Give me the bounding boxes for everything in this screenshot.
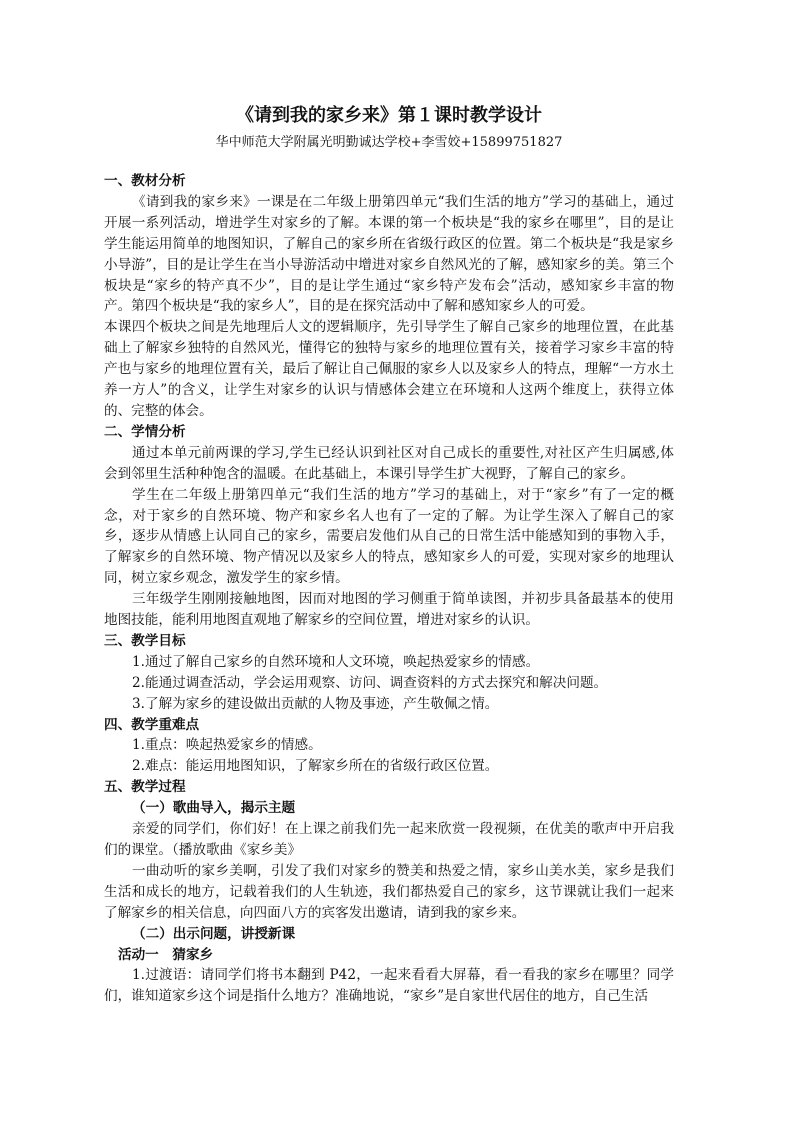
subsection-heading-2: （二）出示问题，讲授新课 [132, 925, 296, 942]
key-point-item-1: 1.重点：唤起热爱家乡的情感。 [132, 737, 322, 754]
paragraph-3: 通过本单元前两课的学习,学生已经认识到社区对自己成长的重要性,对社区产生归属感,体会到邻里生活种种饱含的温暖。在此基础上，本课引导学生扩大视野，了解自己的家乡。 [104, 444, 674, 482]
paragraph-5: 三年级学生刚刚接触地图，因而对地图的学习侧重于简单读图，并初步具备最基本的使用地图技能，能利用地图直观地了解家乡的空间位置，增进对家乡的认识。 [104, 591, 674, 629]
paragraph-2: 本课四个板块之间是先地理后人文的逻辑顺序，先引导学生了解自己家乡的地理位置，在此基础上了解家乡独特的自然风光，懂得它的独特与家乡的地理位置有关，接着学习家乡丰富的特产也与家乡的地理位置有关，最后了解让自己佩服的家乡人以及家乡人的特点，理解“一方水土养一方人”的含义，让学生对家乡的认识与情感体会建立在环境和人这两个维度上，获得立体的、完整的体会。 [104, 319, 674, 419]
section-heading-5: 五、教学过程 [104, 779, 186, 796]
section-heading-2: 二、学情分析 [104, 423, 186, 440]
paragraph-4: 学生在二年级上册第四单元“我们生活的地方”学习的基础上，对于“家乡”有了一定的概念，对于家乡的自然环境、物产和家乡名人也有了一定的了解。为让学生深入了解自己的家乡，逐步从情感上认同自己的家乡，需要启发他们从自己的日常生活中能感知到的事物入手，了解家乡的自然环境、物产情况以及家乡人的特点，感知家乡人的可爱，实现对家乡的地理认同，树立家乡观念，激发学生的家乡情。 [104, 486, 674, 587]
paragraph-8: 1.过渡语：请同学们将书本翻到 P42，一起来看看大屏幕，看一看我的家乡在哪里？同学们，谁知道家乡这个词是指什么地方？准确地说，“家乡”是自家世代居住的地方，自己生活 [104, 967, 674, 1005]
paragraph-7: 一曲动听的家乡美啊，引发了我们对家乡的赞美和热爱之情，家乡山美水美，家乡是我们生活和成长的地方，记载着我们的人生轨迹，我们都热爱自己的家乡，这节课就让我们一起来了解家乡的相关信息，向四面八方的宾客发出邀请，请到我的家乡来。 [104, 862, 674, 921]
objective-item-2: 2.能通过调查活动，学会运用观察、访问、调查资料的方式去探究和解决问题。 [132, 674, 608, 691]
key-point-item-2: 2.难点：能运用地图知识，了解家乡所在的省级行政区位置。 [132, 758, 499, 775]
section-heading-1: 一、教材分析 [104, 173, 186, 189]
objective-item-1: 1.通过了解自己家乡的自然环境和人文环境，唤起热爱家乡的情感。 [132, 653, 540, 670]
objective-item-3: 3.了解为家乡的建设做出贡献的人物及事迹，产生敬佩之情。 [132, 695, 499, 712]
activity-heading: 活动一 猜家乡 [118, 946, 214, 963]
document-title: 《请到我的家乡来》第１课时教学设计 [236, 105, 542, 126]
paragraph-1: 《请到我的家乡来》一课是在二年级上册第四单元“我们生活的地方”学习的基础上，通过开展一系列活动，增进学生对家乡的了解。本课的第一个板块是“我的家乡在哪里”，目的是让学生能运用简单的地图知识，了解自己的家乡所在省级行政区的位置。第二个板块是“我是家乡小导游”，目的是让学生在当小导游活动中增进对家乡自然风光的了解，感知家乡的美。第三个板块是“家乡的特产真不少”，目的是让学生通过“家乡特产发布会”活动，感知家乡丰富的物产。第四个板块是“我的家乡人”，目的是在探究活动中了解和感知家乡人的可爱。 [104, 193, 674, 315]
section-heading-3: 三、教学目标 [104, 632, 186, 649]
author-line: 华中师范大学附属光明勤诚达学校+李雪姣+15899751827 [215, 135, 563, 150]
section-heading-4: 四、教学重难点 [104, 716, 200, 733]
subsection-heading-1: （一）歌曲导入，揭示主题 [132, 800, 296, 817]
document-page [104, 100, 674, 1007]
paragraph-6: 亲爱的同学们，你们好！在上课之前我们先一起来欣赏一段视频，在优美的歌声中开启我们的课堂。（播放歌曲《家乡美》 [104, 821, 674, 858]
